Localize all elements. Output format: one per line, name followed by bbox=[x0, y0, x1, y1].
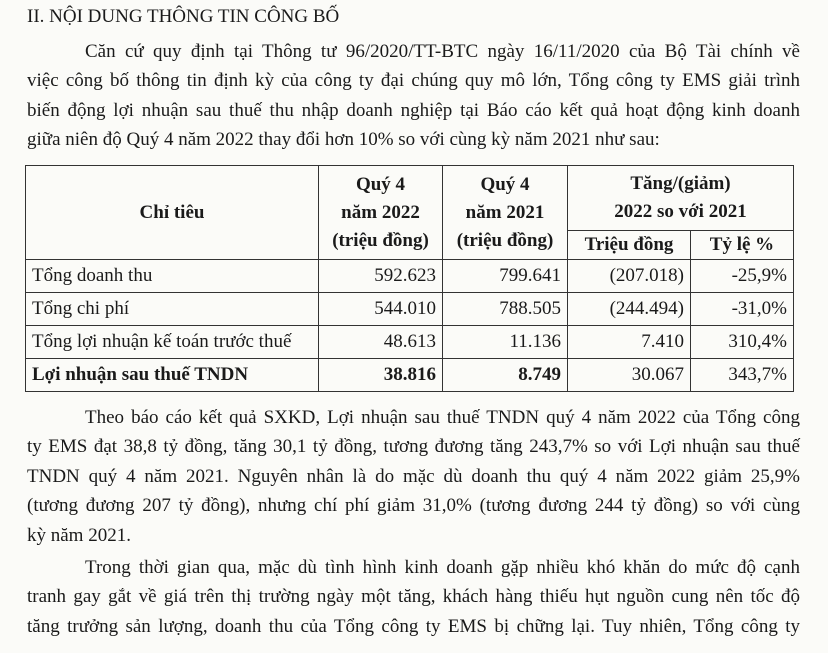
text-line: tranh gay gắt về giá trên thị trường ngày một tăng, khách hàng thiếu hụt nguồn cung nên tốc độ bbox=[27, 586, 800, 608]
header-change: Tăng/(giảm) 2022 so với 2021 bbox=[568, 166, 794, 231]
cell-q4-2021: 799.641 bbox=[443, 260, 568, 293]
text-line: TNDN quý 4 năm 2021. Nguyên nhân là do mặc dù doanh thu quý 4 năm 2022 giảm 25,9% bbox=[27, 465, 800, 487]
header-change-pct: Tỷ lệ % bbox=[691, 231, 794, 260]
text-line: Theo báo cáo kết quả SXKD, Lợi nhuận sau thuế TNDN quý 4 năm 2022 của Tổng công bbox=[85, 407, 800, 428]
header-change-amount: Triệu đồng bbox=[568, 231, 691, 260]
analysis-paragraph bbox=[27, 403, 800, 550]
text-line: Căn cứ quy định tại Thông tư 96/2020/TT-BTC ngày 16/11/2020 của Bộ Tài chính về bbox=[85, 41, 800, 62]
cell-q4-2021: 11.136 bbox=[443, 326, 568, 359]
cell-change-pct: -31,0% bbox=[691, 293, 794, 326]
row-label: Tổng lợi nhuận kế toán trước thuế bbox=[26, 326, 319, 359]
cell-q4-2021: 788.505 bbox=[443, 293, 568, 326]
cell-q4-2022: 544.010 bbox=[319, 293, 443, 326]
row-label: Tổng chi phí bbox=[26, 293, 319, 326]
intro-paragraph bbox=[27, 37, 800, 155]
row-label: Lợi nhuận sau thuế TNDN bbox=[26, 359, 319, 392]
text-line: ty EMS đạt 38,8 tỷ đồng, tăng 30,1 tỷ đồng, tương đương tăng 243,7% so với Lợi nhuận sau thuế bbox=[27, 436, 800, 458]
text-line: việc công bố thông tin định kỳ của công ty đại chúng quy mô lớn, Tổng công ty EMS giải trình bbox=[27, 70, 800, 92]
header-q4-2022: Quý 4 năm 2022 (triệu đồng) bbox=[319, 166, 443, 260]
cell-change-amount: 30.067 bbox=[568, 359, 691, 392]
cell-q4-2022: 38.816 bbox=[319, 359, 443, 392]
cell-q4-2022: 48.613 bbox=[319, 326, 443, 359]
text-line: (tương đương 207 tỷ đồng), nhưng chí phí giảm 31,0% (tương đương 244 tỷ đồng) so với cùng bbox=[27, 495, 800, 517]
cell-change-amount: (244.494) bbox=[568, 293, 691, 326]
cell-q4-2022: 592.623 bbox=[319, 260, 443, 293]
table-row bbox=[26, 260, 794, 293]
text-line: biến động lợi nhuận sau thuế thu nhập doanh nghiệp tại Báo cáo kết quả hoạt động kinh doanh bbox=[27, 99, 800, 121]
cell-change-amount: (207.018) bbox=[568, 260, 691, 293]
text-line: tăng trưởng sản lượng, doanh thu của Tổng công ty EMS bị chững lại. Tuy nhiên, Tổng công ty bbox=[27, 615, 800, 637]
cell-change-amount: 7.410 bbox=[568, 326, 691, 359]
header-q4-2021: Quý 4 năm 2021 (triệu đồng) bbox=[443, 166, 568, 260]
text-line: kỳ năm 2021. bbox=[27, 524, 131, 546]
cell-q4-2021: 8.749 bbox=[443, 359, 568, 392]
row-label: Tổng doanh thu bbox=[26, 260, 319, 293]
table-row bbox=[26, 359, 794, 392]
cell-change-pct: -25,9% bbox=[691, 260, 794, 293]
text-line: giữa niên độ Quý 4 năm 2022 thay đổi hơn 10% so với cùng kỳ năm 2021 như sau: bbox=[27, 129, 660, 151]
table-row bbox=[26, 293, 794, 326]
table-row bbox=[26, 326, 794, 359]
section-heading: II. NỘI DUNG THÔNG TIN CÔNG BỐ bbox=[27, 6, 340, 27]
header-indicator: Chỉ tiêu bbox=[26, 166, 319, 260]
context-paragraph bbox=[27, 553, 800, 641]
cell-change-pct: 343,7% bbox=[691, 359, 794, 392]
text-line: Trong thời gian qua, mặc dù tình hình kinh doanh gặp nhiều khó khăn do mức độ cạnh bbox=[85, 557, 800, 578]
cell-change-pct: 310,4% bbox=[691, 326, 794, 359]
profit-table bbox=[25, 165, 794, 392]
